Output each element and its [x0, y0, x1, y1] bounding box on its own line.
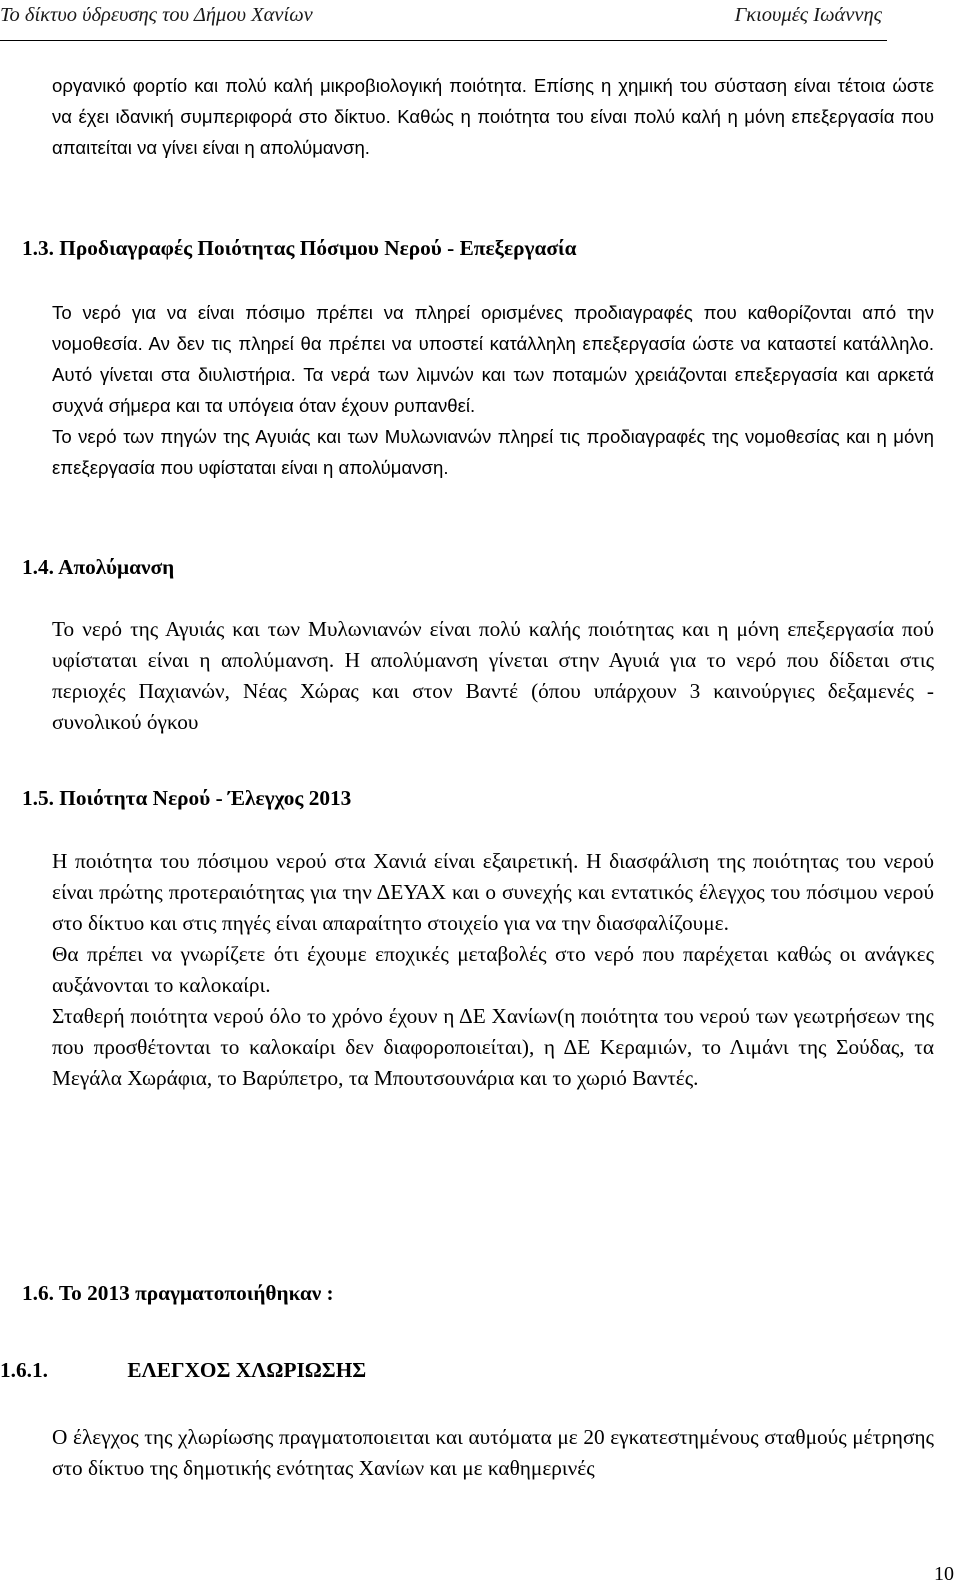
section-1-6-1-number: 1.6.1.	[0, 1358, 48, 1382]
section-1-6-1-paragraph: Ο έλεγχος της χλωρίωσης πραγματοποιειται και αυτόματα με 20 εγκατεστημένους σταθμούς μέτρησης στο δίκτυο της δημοτικής ενότητας Χανίων και με καθημερινές	[52, 1425, 934, 1480]
section-1-3-paragraph-1: Το νερό για να είναι πόσιμο πρέπει να πληρεί ορισμένες προδιαγραφές που καθορίζονται από την νομοθεσία. Αν δεν τις πληρεί θα πρέπει να υποστεί κατάλληλη επεξεργασία ώστε να καταστεί κατάλληλο. Αυτό γίνεται στα διυλιστήρια. Τα νερά των λιμνών και των ποταμών χρειάζονται επεξεργασία και αρκετά συχνά σήμερα και τα υπόγεια όταν έχουν ρυπανθεί.	[52, 302, 934, 416]
section-1-5-body	[52, 846, 934, 1094]
section-1-3-title: Προδιαγραφές Ποιότητας Πόσιμου Νερού - Επεξεργασία	[59, 236, 577, 260]
section-1-5-paragraph-3: Σταθερή ποιότητα νερού όλο το χρόνο έχουν η ΔΕ Χανίων(η ποιότητα του νερού των γεωτρήσεων της που προσθέτονται το καλοκαίρι δεν διαφοροποιείται), η ΔΕ Κεραμιών, το Λιμάνι της Σούδας, τα Μεγάλα Χωράφια, το Βαρύπετρο, τα Μπουτσουνάρια και το χωριό Βαντές.	[52, 1004, 934, 1090]
section-1-6-title: Το 2013 πραγματοποιήθηκαν :	[58, 1281, 334, 1305]
section-1-6-number: 1.6.	[22, 1281, 54, 1305]
section-1-6-heading	[22, 1281, 334, 1306]
section-1-3-paragraph-2: Το νερό των πηγών της Αγυιάς και των Μυλωνιανών πληρεί τις προδιαγραφές της νομοθεσίας και η μόνη επεξεργασία που υφίσταται είναι η απολύμανση.	[52, 426, 934, 478]
section-1-3-number: 1.3.	[22, 236, 54, 260]
section-1-4-title: Απολύμανση	[58, 555, 175, 579]
section-1-4-body	[52, 614, 934, 738]
section-1-5-paragraph-1: Η ποιότητα του πόσιμου νερού στα Χανιά είναι εξαιρετική. Η διασφάλιση της ποιότητας του νερού είναι πρώτης προτεραιότητας για την ΔΕΥΑΧ και ο συνεχής και εντατικός έλεγχος του πόσιμου νερού στο δίκτυο και στις πηγές είναι απαραίτητο στοιχείο για να την διασφαλίζουμε.	[52, 849, 934, 935]
intro-paragraph: οργανικό φορτίο και πολύ καλή μικροβιολογική ποιότητα. Επίσης η χημική του σύσταση είναι τέτοια ώστε να έχει ιδανική συμπεριφορά στο δίκτυο. Καθώς η ποιότητα του είναι πολύ καλή η μόνη επεξεργασία που απαιτείται να γίνει είναι η απολύμανση.	[52, 75, 934, 158]
header-document-title: Το δίκτυο ύδρευσης του Δήμου Χανίων	[0, 4, 313, 26]
page-header	[0, 0, 960, 36]
section-1-3-body	[52, 297, 934, 483]
section-1-4-paragraph: Το νερό της Αγυιάς και των Μυλωνιανών είναι πολύ καλής ποιότητας και η μόνη επεξεργασία πού υφίσταται είναι η απολύμανση. Η απολύμανση γίνεται στην Αγυιά για το νερό που δίδεται στις περιοχές Παχιανών, Νέας Χώρας και στον Βαντέ (όπου υπάρχουν 3 καινούργιες δεξαμενές - συνολικού όγκου	[52, 617, 934, 734]
section-1-5-heading	[22, 786, 351, 811]
section-1-4-number: 1.4.	[22, 555, 54, 579]
section-1-5-number: 1.5.	[22, 786, 54, 810]
header-author: Γκιουμές Ιωάννης	[734, 4, 882, 26]
section-1-6-1-title: ΕΛΕΓΧΟΣ ΧΛΩΡΙΩΣΗΣ	[127, 1358, 367, 1382]
intro-block	[52, 70, 934, 163]
section-1-6-1-heading	[0, 1358, 366, 1383]
page-number: 10	[934, 1563, 954, 1585]
section-1-6-1-body	[52, 1422, 934, 1484]
section-1-4-heading	[22, 555, 174, 580]
section-1-3-heading	[22, 236, 576, 261]
section-1-5-paragraph-2: Θα πρέπει να γνωρίζετε ότι έχουμε εποχικές μεταβολές στο νερό που παρέχεται καθώς οι ανάγκες αυξάνονται το καλοκαίρι.	[52, 942, 934, 997]
header-rule	[0, 40, 887, 41]
section-1-5-title: Ποιότητα Νερού - Έλεγχος 2013	[59, 786, 352, 810]
